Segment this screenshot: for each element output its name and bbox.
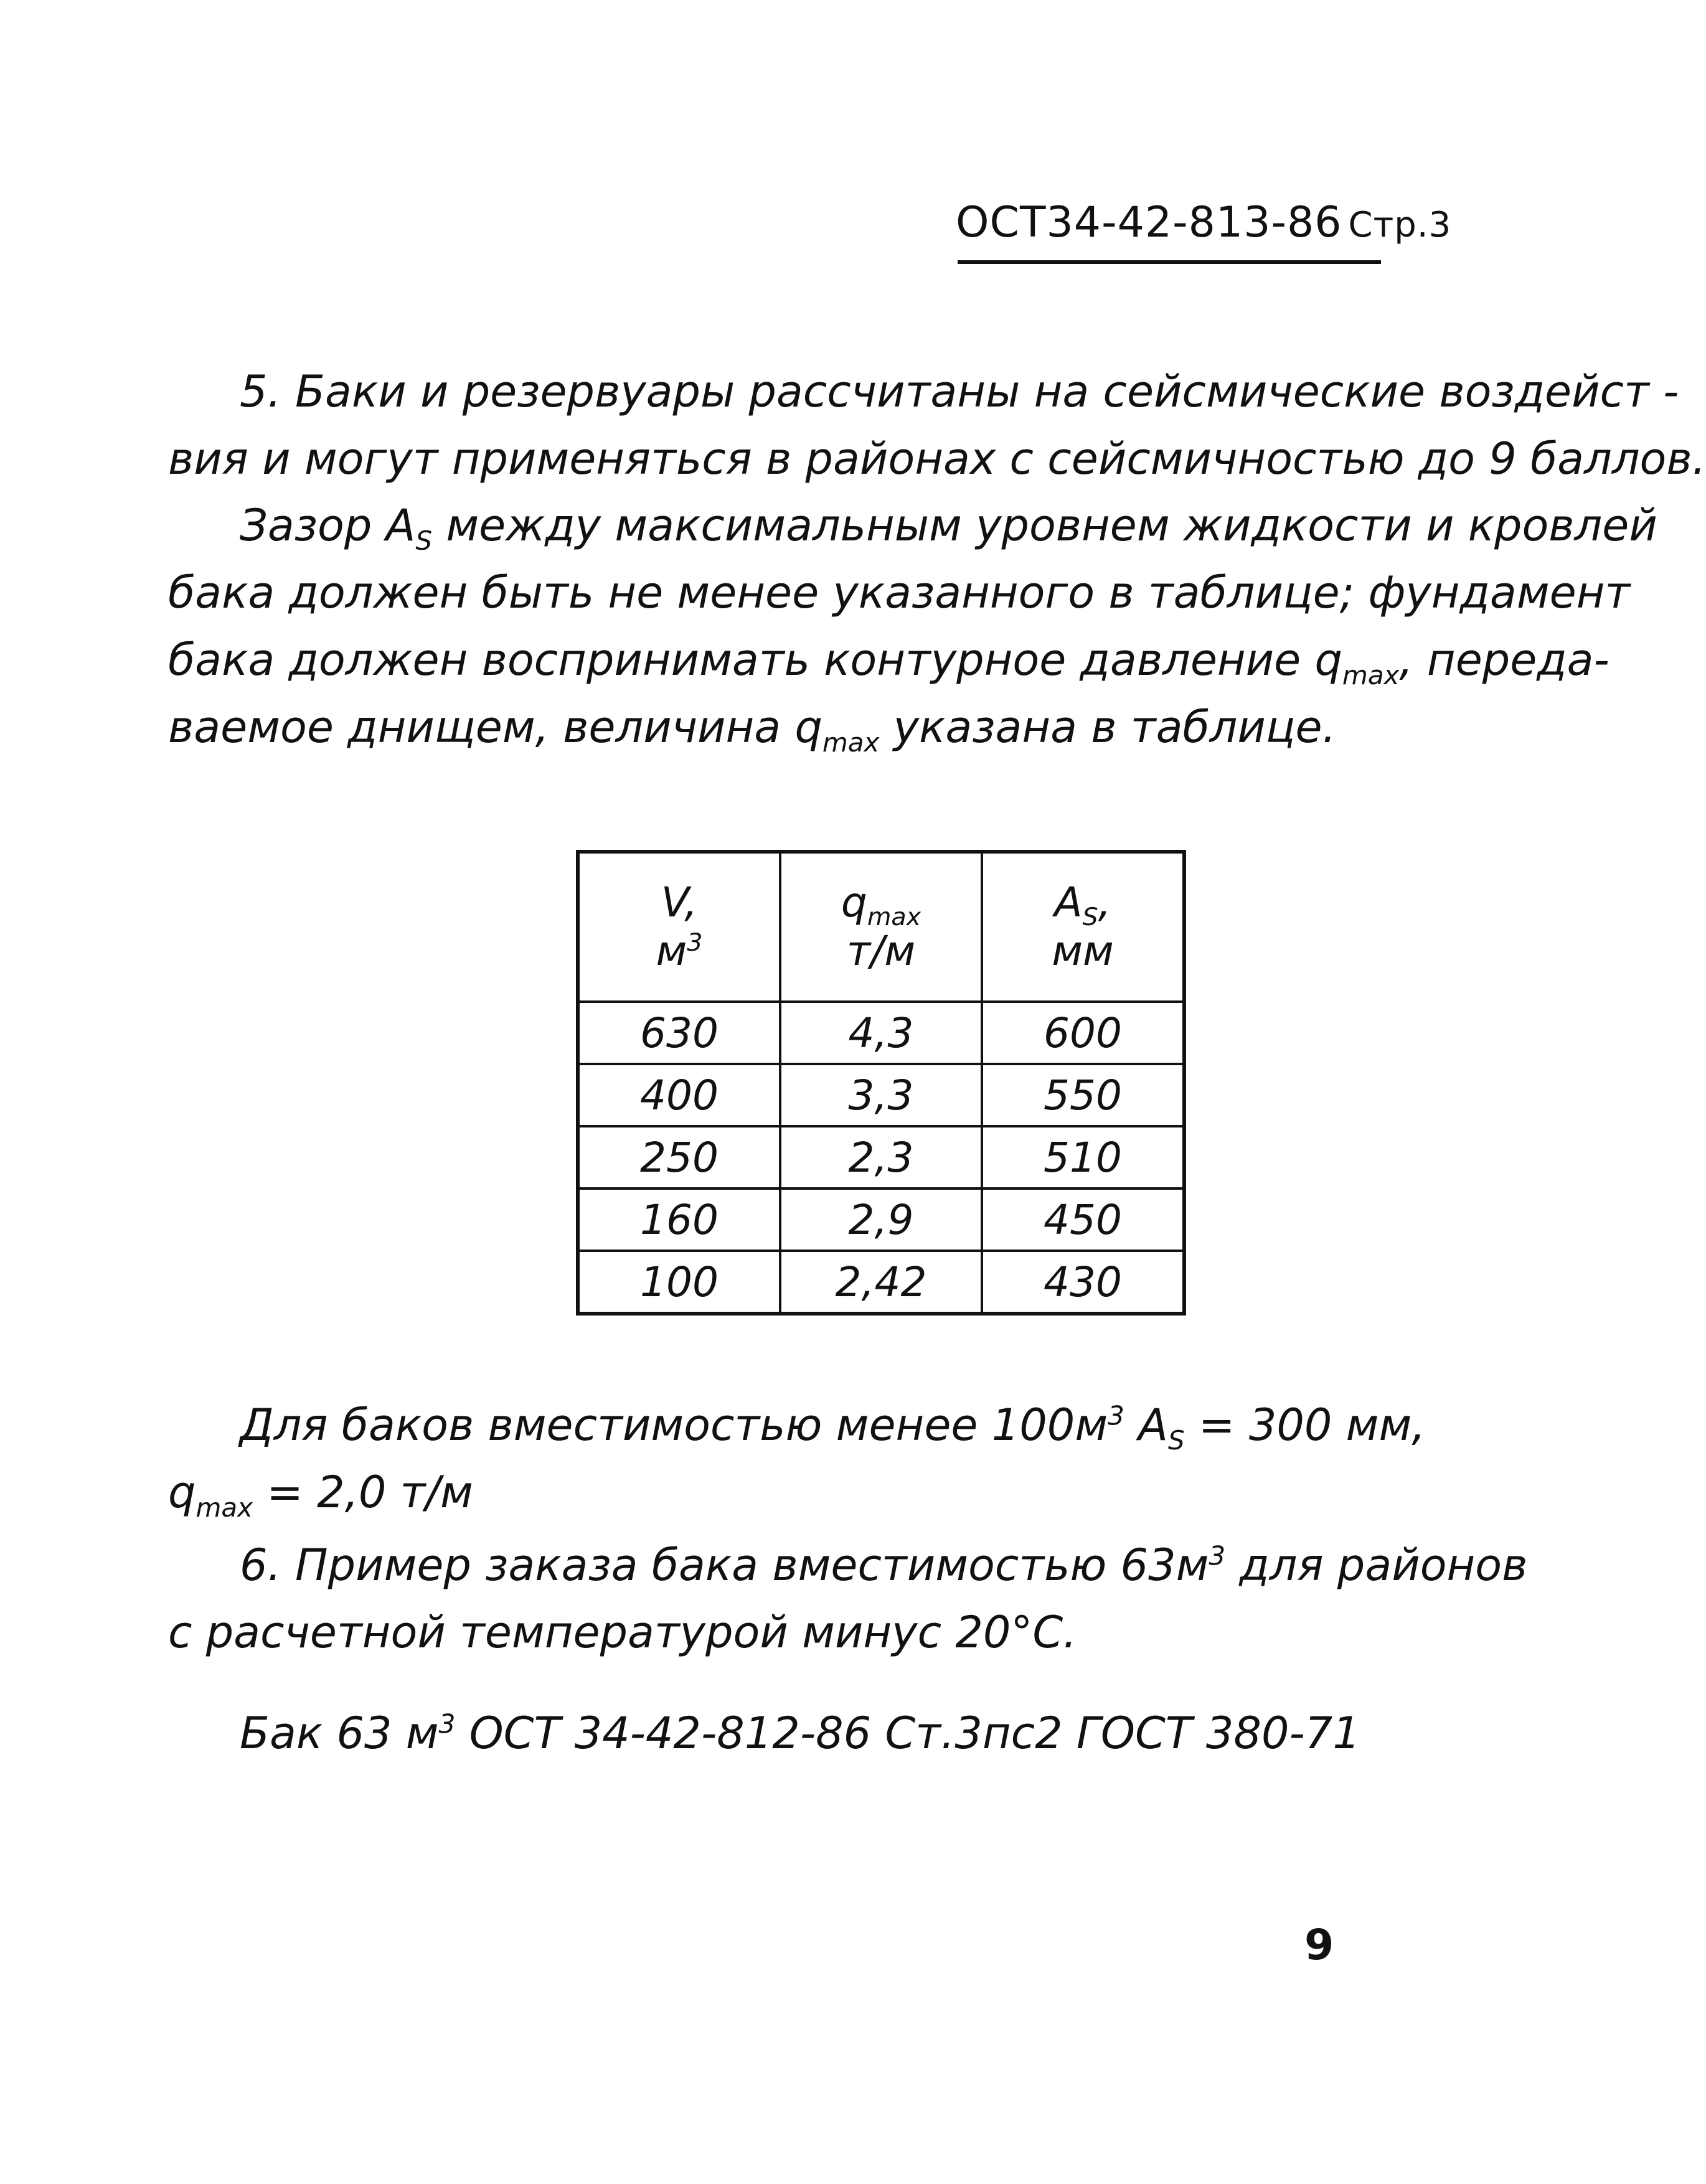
paragraph-5-line-2: вия и могут применяться в районах с сейсмичностью до 9 баллов.	[168, 433, 1706, 484]
table-header-row	[578, 852, 1184, 1002]
value-text-end: указана в таблице.	[879, 702, 1336, 753]
paragraph-5-line-3	[168, 492, 1657, 559]
paragraph-5-continued	[168, 492, 1657, 761]
header-qmax	[780, 852, 982, 1002]
order-intro-power: 3	[1209, 1540, 1226, 1571]
doc-code: ОСТ34-42-813-86	[956, 198, 1342, 247]
cell-qmax: 4,3	[780, 1002, 982, 1064]
value-subscript: max	[822, 727, 880, 758]
clearance-label: Зазор A	[240, 500, 416, 551]
qmax-unit: т/м	[846, 927, 916, 975]
header-clearance	[982, 852, 1184, 1002]
cell-qmax: 3,3	[780, 1064, 982, 1126]
cell-volume: 400	[578, 1064, 780, 1126]
paragraph-5	[168, 358, 1706, 492]
note-clearance-value: = 300 мм,	[1184, 1400, 1426, 1451]
pressure-subscript: max	[1342, 660, 1400, 690]
order-intro: 6. Пример заказа бака вместимостью 63м	[240, 1540, 1209, 1591]
cell-volume: 100	[578, 1251, 780, 1314]
clearance-symbol: A	[1054, 878, 1083, 926]
note-text: Для баков вместимостью менее 100м	[240, 1400, 1108, 1451]
cell-qmax: 2,3	[780, 1126, 982, 1188]
paragraph-5-line-6	[168, 694, 1413, 761]
note-power: 3	[1108, 1400, 1124, 1431]
note-clearance-symbol: A	[1124, 1400, 1168, 1451]
cell-qmax: 2,42	[780, 1251, 982, 1314]
order-standards: ОСТ 34-42-812-86 Ст.3пс2 ГОСТ 380-71	[455, 1708, 1360, 1759]
note-q-symbol: q	[168, 1467, 196, 1518]
table-row	[578, 1251, 1184, 1314]
cell-volume: 630	[578, 1002, 780, 1064]
qmax-symbol: q	[841, 878, 867, 926]
tank-parameters-table	[576, 850, 1186, 1316]
table-row	[578, 1188, 1184, 1251]
cell-clearance: 510	[982, 1126, 1184, 1188]
volume-unit-power: 3	[687, 928, 703, 957]
note-q-value: = 2,0 т/м	[252, 1467, 473, 1518]
table-row	[578, 1002, 1184, 1064]
cell-volume: 160	[578, 1188, 780, 1251]
value-text: ваемое днищем, величина q	[168, 702, 822, 753]
paragraph-6	[168, 1532, 1528, 1666]
volume-unit-base: м	[656, 927, 687, 975]
paragraph-5-line-5	[168, 626, 1609, 694]
qmax-label	[841, 878, 921, 932]
order-line	[168, 1700, 1413, 1767]
cell-clearance: 430	[982, 1251, 1184, 1314]
page-number: 9	[1304, 1921, 1334, 1970]
cell-clearance: 600	[982, 1002, 1184, 1064]
pressure-text-end: , переда-	[1399, 634, 1609, 685]
clearance-text: между максимальным уровнем жидкости и кровлей	[432, 500, 1657, 551]
volume-unit	[656, 927, 703, 975]
header-volume	[578, 852, 780, 1002]
small-tank-note	[168, 1391, 1426, 1526]
note-line-1	[168, 1391, 1426, 1459]
order-tank-power: 3	[438, 1708, 456, 1739]
note-line-2	[168, 1459, 1413, 1526]
cell-volume: 250	[578, 1126, 780, 1188]
clearance-subscript: S	[415, 525, 433, 556]
document-header	[956, 198, 1451, 247]
clearance-unit: мм	[1052, 927, 1114, 975]
clearance-header-subscript: S	[1082, 903, 1098, 932]
cell-clearance: 450	[982, 1188, 1184, 1251]
table-row	[578, 1126, 1184, 1188]
table-row	[578, 1064, 1184, 1126]
paragraph-6-line-1	[168, 1532, 1528, 1599]
cell-clearance: 550	[982, 1064, 1184, 1126]
paragraph-5-line-4: бака должен быть не менее указанного в таблице; фундамент	[168, 567, 1631, 618]
order-intro-end: для районов	[1225, 1540, 1528, 1591]
paragraph-6-line-2: с расчетной температурой минус 20°С.	[168, 1607, 1077, 1658]
clearance-comma: ,	[1098, 878, 1111, 926]
order-designation	[168, 1700, 1413, 1767]
note-q-subscript: max	[196, 1492, 253, 1523]
header-underline	[958, 260, 1381, 264]
paragraph-5-line-1: 5. Баки и резервуары рассчитаны на сейсмические воздейст -	[240, 366, 1679, 417]
cell-qmax: 2,9	[780, 1188, 982, 1251]
volume-label: V,	[661, 878, 698, 926]
page-label: Стр.3	[1348, 205, 1452, 245]
pressure-text: бака должен воспринимать контурное давление q	[168, 634, 1342, 685]
clearance-header-label	[1054, 878, 1111, 932]
order-tank: Бак 63 м	[240, 1708, 439, 1759]
qmax-subscript: max	[867, 903, 921, 932]
note-clearance-subscript: S	[1168, 1425, 1185, 1456]
